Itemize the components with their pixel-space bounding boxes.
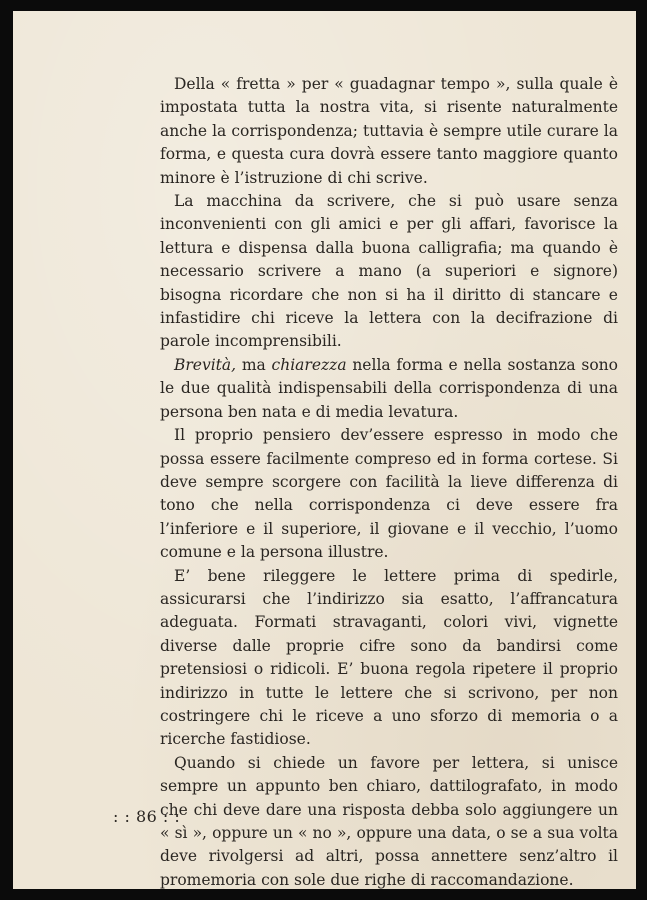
page-number: : : 86 : : [113,807,181,826]
paragraph-2-text: La macchina da scrivere, che si può usare senza inconvenienti con gli amici e per gli affari, favorisce la lettura e dispensa dalla buona calligrafia; ma quando è necessario scrivere a mano (a superiori e signore) bisogna ricordare che non si ha il diritto di stancare e infastidire chi riceve la lettera con la decifrazione di parole incomprensibili. [160,192,618,351]
paragraph-3-text-a: ma [236,355,272,374]
paragraph-3-text-b: nella forma e nella sostanza sono le due qualità indispensabili della corrispondenza di una persona ben nata e di media levatura. [160,355,618,421]
paragraph-5-text: E’ bene rileggere le lettere prima di spedirle, assicurarsi che l’indirizzo sia esatto, l’affrancatura adeguata. Formati stravaganti, colori vivi, vignette diverse dalle proprie cifre sono da bandirsi come pretensiosi o ridicoli. E’ buona regola ripetere il proprio indirizzo in tutte le lettere che si scrivono, per non costringere chi le riceve a uno sforzo di memoria o a ricerche fastidiose. [160,566,618,749]
paragraph-1 [160,73,618,190]
paragraph-4 [160,424,618,564]
paragraph-4-text: Il proprio pensiero dev’essere espresso in modo che possa essere facilmente compreso ed in forma cortese. Si deve sempre scorgere con facilità la lieve differenza di tono che nella corrispondenza ci deve essere fra l’inferiore e il superiore, il giovane e il vecchio, l’uomo comune e la persona illustre. [160,426,618,562]
paragraph-6 [160,752,618,892]
paragraph-1-text: Della « fretta » per « guadagnar tempo », sulla quale è impostata tutta la nostra vita, si risente naturalmente anche la corrispondenza; tuttavia è sempre utile curare la forma, e questa cura dovrà essere tanto maggiore quanto minore è l’istruzione di chi scrive. [160,75,618,187]
body-text [160,73,618,892]
paragraph-2 [160,190,618,354]
paragraph-3 [160,354,618,424]
italic-brevita: Brevità, [174,355,237,374]
paragraph-5 [160,565,618,752]
italic-chiarezza: chiarezza [271,355,347,374]
book-page [13,11,636,889]
paragraph-6-text: Quando si chiede un favore per lettera, si unisce sempre un appunto ben chiaro, dattilografato, in modo che chi deve dare una risposta debba solo aggiungere un « sì », oppure un « no », oppure una data, o se a sua volta deve rivolgersi ad altri, possa annettere senz’altro il promemoria con sole due righe di raccomandazione. [160,753,618,889]
